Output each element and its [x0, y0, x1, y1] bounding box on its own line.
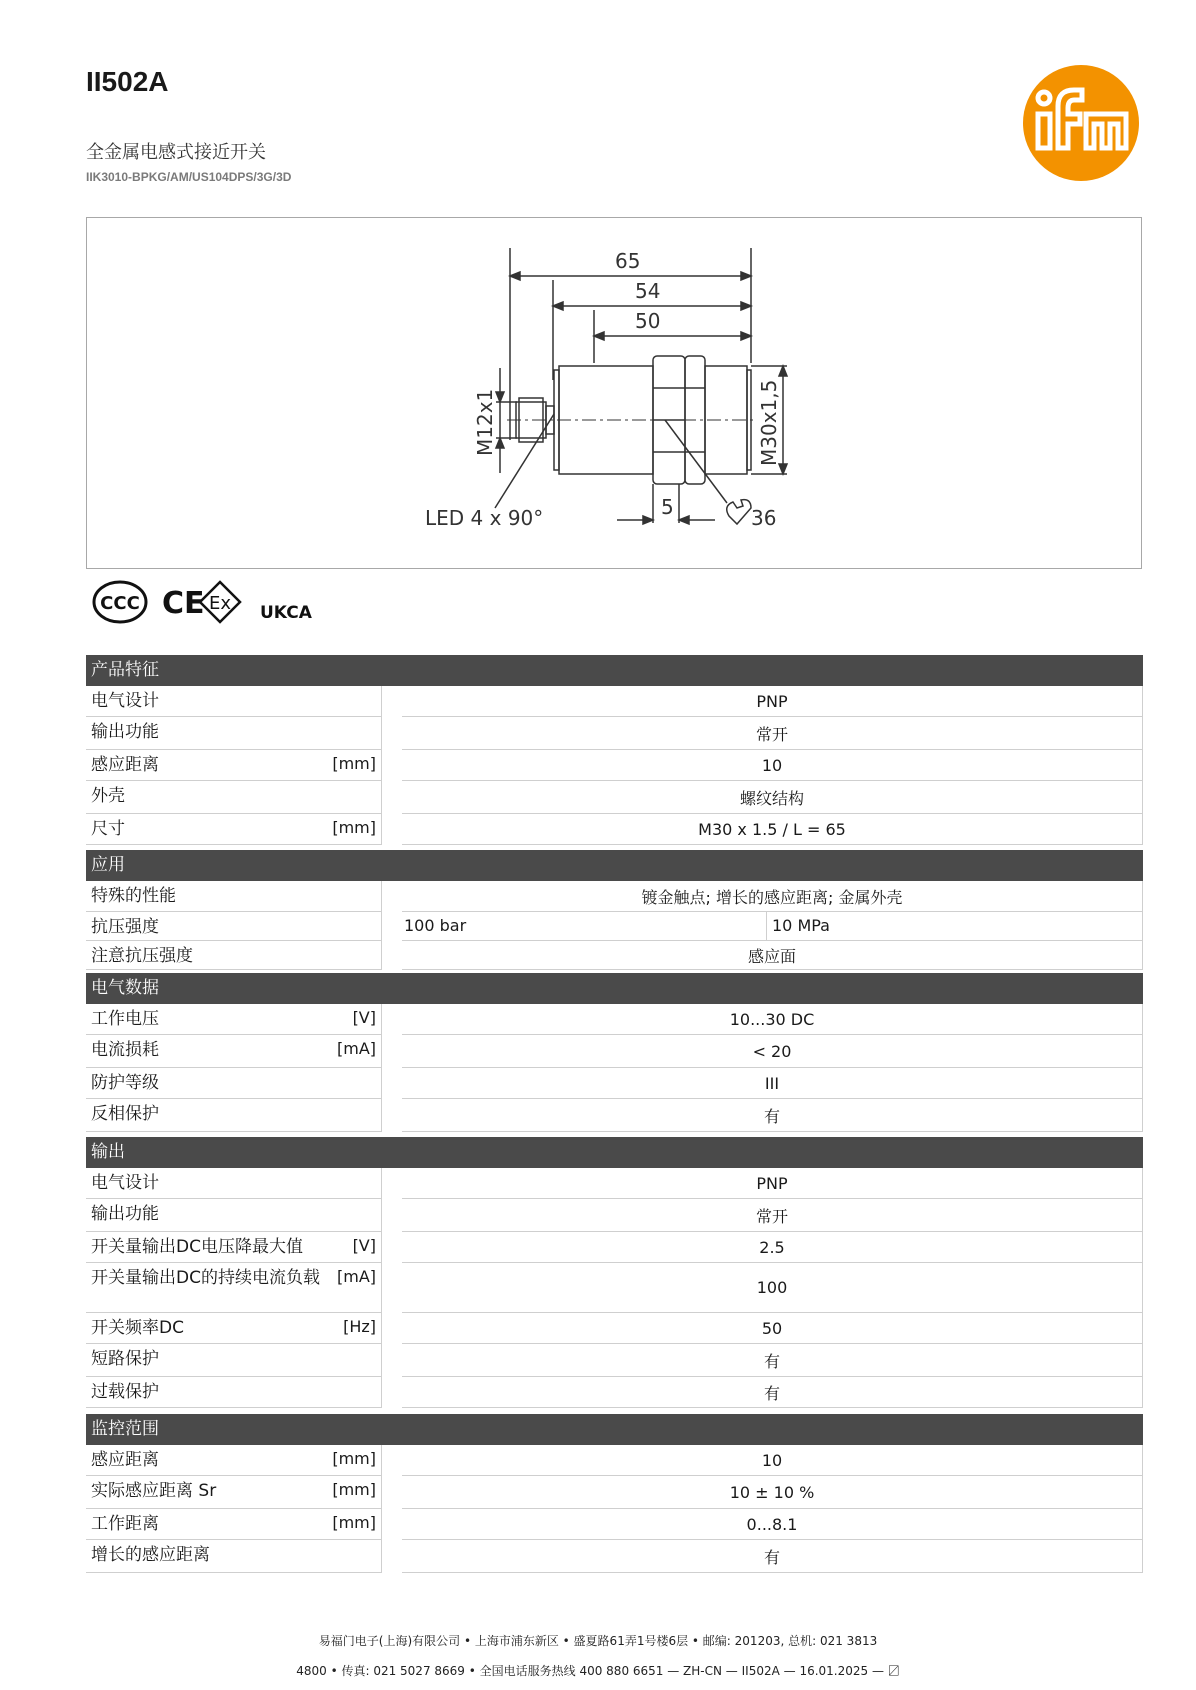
spec-row: [86, 1476, 1143, 1509]
spec-label: 短路保护: [91, 1349, 159, 1369]
spec-label-cell: [86, 1476, 382, 1509]
spec-label-cell: [86, 1377, 382, 1408]
spec-value: PNP: [402, 1168, 1143, 1199]
dim-5: 5: [661, 495, 674, 519]
spec-value: III: [402, 1068, 1143, 1099]
spec-label-cell: [86, 1540, 382, 1573]
spec-row: [86, 1509, 1143, 1540]
spec-value: 有: [402, 1099, 1143, 1132]
spec-value: 10...30 DC: [402, 1004, 1143, 1035]
ex-mark: [200, 582, 240, 622]
section-header: 产品特征: [86, 655, 1143, 686]
section-header: 电气数据: [86, 973, 1143, 1004]
spec-label: 反相保护: [91, 1104, 159, 1124]
spec-label: 电流损耗: [91, 1040, 159, 1060]
spec-label-cell: [86, 717, 382, 750]
svg-text:CCC: CCC: [100, 593, 140, 614]
product-subtitle: 全金属电感式接近开关: [86, 142, 266, 163]
spec-value: 2.5: [402, 1232, 1143, 1263]
dim-wrench: 36: [751, 506, 777, 530]
spec-value-secondary: 10 MPa: [772, 916, 830, 935]
spec-row: [86, 1004, 1143, 1035]
spec-label-cell: [86, 881, 382, 912]
spec-row: [86, 781, 1143, 814]
certification-marks: [92, 578, 332, 624]
spec-label: 抗压强度: [91, 917, 159, 937]
spec-label: 尺寸: [91, 819, 125, 839]
spec-row: [86, 1232, 1143, 1263]
ccc-mark: [94, 582, 146, 622]
spec-value: M30 x 1.5 / L = 65: [402, 814, 1143, 845]
spec-value-cell: [402, 912, 1143, 941]
spec-value: 10: [402, 1445, 1143, 1476]
spec-row: [86, 1445, 1143, 1476]
spec-label-cell: [86, 814, 382, 845]
dim-54: 54: [635, 279, 661, 303]
spec-label: 特殊的性能: [91, 886, 176, 906]
spec-row: [86, 686, 1143, 717]
spec-label-cell: [86, 1509, 382, 1540]
spec-label: 注意抗压强度: [91, 946, 193, 966]
spec-label: 过载保护: [91, 1382, 159, 1402]
spec-value: < 20: [402, 1035, 1143, 1068]
footer-line-2: 4800 • 传真: 021 5027 8669 • 全国电话服务热线 400 880 6651 — ZH-CN — II502A — 16.01.2025 — 〼: [296, 1664, 900, 1678]
spec-label-cell: [86, 1004, 382, 1035]
spec-label: 电气设计: [91, 691, 159, 711]
spec-unit: [mm]: [332, 754, 376, 773]
spec-row: [86, 1313, 1143, 1344]
thread-left: M12x1: [473, 388, 497, 456]
spec-unit: [V]: [352, 1236, 376, 1255]
product-title: II502A: [86, 66, 169, 97]
spec-value: 镀金触点; 增长的感应距离; 金属外壳: [402, 881, 1143, 912]
spec-row: [86, 717, 1143, 750]
spec-unit: [mm]: [332, 818, 376, 837]
spec-value: PNP: [402, 686, 1143, 717]
spec-value: 常开: [402, 717, 1143, 750]
ce-mark: [162, 586, 205, 621]
spec-label: 防护等级: [91, 1073, 159, 1093]
dim-50: 50: [635, 309, 661, 333]
spec-row: [86, 1068, 1143, 1099]
spec-row: [86, 750, 1143, 781]
spec-label-cell: [86, 1099, 382, 1132]
spec-value: 100: [402, 1263, 1143, 1313]
spec-row: [86, 1168, 1143, 1199]
spec-label: 输出功能: [91, 722, 159, 742]
spec-row: [86, 881, 1143, 912]
spec-value: 螺纹结构: [402, 781, 1143, 814]
section-header: 监控范围: [86, 1414, 1143, 1445]
spec-value: 感应面: [402, 941, 1143, 970]
section-header: 应用: [86, 850, 1143, 881]
spec-unit: [mm]: [332, 1480, 376, 1499]
spec-row: [86, 1035, 1143, 1068]
spec-label-cell: [86, 686, 382, 717]
spec-value: 100 bar: [404, 916, 467, 935]
section-header: 输出: [86, 1137, 1143, 1168]
thread-right: M30x1,5: [757, 379, 781, 466]
spec-label: 开关频率DC: [91, 1318, 184, 1338]
spec-unit: [mA]: [336, 1267, 376, 1286]
spec-label-cell: [86, 781, 382, 814]
spec-row: [86, 1199, 1143, 1232]
spec-row: [86, 941, 1143, 970]
ukca-mark: [260, 603, 313, 623]
spec-label-cell: [86, 1445, 382, 1476]
dim-65: 65: [615, 249, 641, 273]
spec-label-cell: [86, 1035, 382, 1068]
spec-label: 增长的感应距离: [91, 1545, 210, 1565]
spec-label: 输出功能: [91, 1204, 159, 1224]
spec-value: 有: [402, 1540, 1143, 1573]
spec-label-cell: [86, 1199, 382, 1232]
svg-text:UKCA: UKCA: [260, 603, 312, 623]
ifm-logo: [1022, 64, 1140, 182]
spec-label-cell: [86, 1232, 382, 1263]
spec-row: [86, 1263, 1143, 1313]
spec-label: 工作电压: [91, 1009, 159, 1029]
spec-value: 50: [402, 1313, 1143, 1344]
spec-label-cell: [86, 1313, 382, 1344]
spec-row: [86, 1540, 1143, 1573]
led-label: LED 4 x 90°: [425, 506, 544, 530]
spec-label-cell: [86, 941, 382, 970]
spec-row: [86, 912, 1143, 941]
spec-row: [86, 1344, 1143, 1377]
spec-label: 感应距离: [91, 1450, 159, 1470]
spec-value: 10: [402, 750, 1143, 781]
spec-label-cell: [86, 750, 382, 781]
svg-text:Ex: Ex: [208, 593, 232, 614]
footer-line-1: 易福门电子(上海)有限公司 • 上海市浦东新区 • 盛夏路61弄1号楼6层 • 邮编: 201203, 总机: 021 3813: [318, 1634, 878, 1648]
spec-value: 有: [402, 1377, 1143, 1408]
spec-row: [86, 1377, 1143, 1408]
spec-label: 感应距离: [91, 755, 159, 775]
spec-row: [86, 1099, 1143, 1132]
spec-unit: [mm]: [332, 1513, 376, 1532]
spec-label-cell: [86, 912, 382, 941]
spec-label: 外壳: [91, 786, 125, 806]
product-code: IIK3010-BPKG/AM/US104DPS/3G/3D: [86, 170, 292, 184]
spec-label-cell: [86, 1344, 382, 1377]
dimension-drawing: [86, 217, 1142, 569]
spec-unit: [mA]: [336, 1039, 376, 1058]
spec-value: 常开: [402, 1199, 1143, 1232]
spec-label-cell: [86, 1068, 382, 1099]
spec-label: 工作距离: [91, 1514, 159, 1534]
spec-label: 开关量输出DC的持续电流负载: [91, 1268, 320, 1288]
spec-value: 有: [402, 1344, 1143, 1377]
spec-label-cell: [86, 1168, 382, 1199]
spec-value: 0...8.1: [402, 1509, 1143, 1540]
spec-unit: [V]: [352, 1008, 376, 1027]
spec-unit: [mm]: [332, 1449, 376, 1468]
spec-label: 开关量输出DC电压降最大值: [91, 1237, 303, 1257]
spec-label: 实际感应距离 Sr: [91, 1481, 217, 1501]
spec-label-cell: [86, 1263, 382, 1313]
spec-label: 电气设计: [91, 1173, 159, 1193]
cell-divider: [766, 912, 767, 940]
spec-row: [86, 814, 1143, 845]
spec-unit: [Hz]: [343, 1317, 376, 1336]
svg-text:CE: CE: [162, 586, 205, 621]
spec-value: 10 ± 10 %: [402, 1476, 1143, 1509]
